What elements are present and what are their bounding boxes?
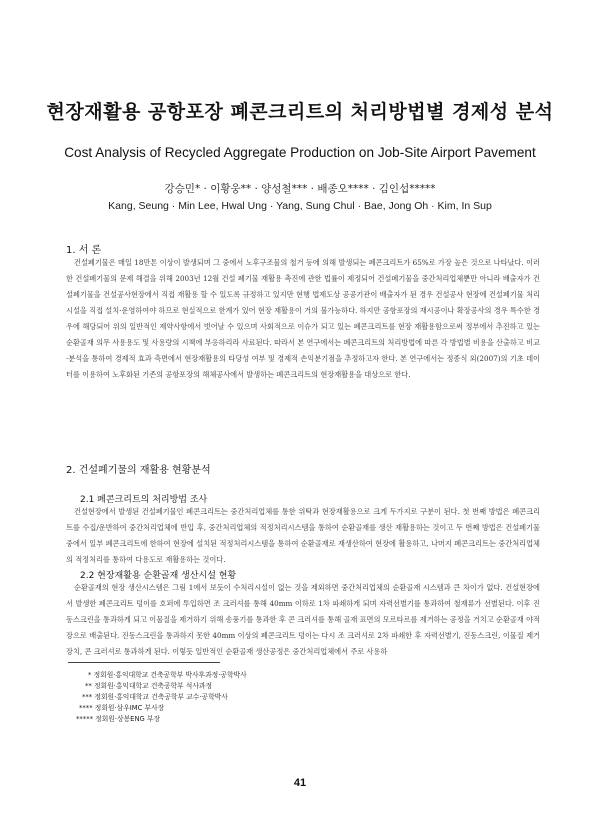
subsection-2-2-body [66,580,540,658]
subsection-heading-2-1: 2.1 폐콘크리트의 처리방법 조사 [80,495,208,505]
introduction-body [66,255,540,383]
section-heading-recycling-status: 2. 건설폐기물의 재활용 현황분석 [66,465,211,476]
paragraph: 건설현장에서 발생된 건설폐기물인 폐콘크리트는 중간처리업체를 통한 위탁과 현장재활용으로 크게 두가지로 구분이 된다. 첫 번째 방법은 폐콘크리트를 수집/운반하여 중간처리업체에 반입 후, 중간처리업체의 적정처리시스템을 통하여 순환골재를 생산 재활용하는 것이고 두 번째 방법은 건설폐기물 중에서 일부 폐콘크리트에 한하여 현장에 설치된 적정처리시스템을 통하여 순환골재로 재생산하여 현장에 활용하고, 나머지 폐콘크리트는 중간처리업체의 적정처리를 통하여 다용도로 재활용하는 것이다. [66,507,540,564]
paragraph: 순환골재의 현장 생산시스템은 그림 1에서 보듯이 수처리시설이 없는 것을 제외하면 중간처리업체의 순환골재 시스템과 큰 차이가 없다. 건설현장에서 발생한 폐콘크리트 덩이를 호퍼에 투입하면 조 크러셔를 통해 40mm 이하로 1차 파쇄하게 되며 자력선별기를 통과하여 철재류가 선별된다. 이후 진동스크린을 통과하게 되고 이물질을 제거하기 위해 송풍기를 통과한 후 콘 크러셔를 통해 골재 표면의 모르타르를 제거하는 공정을 거치고 순환골재 야적장으로 배출된다. 진동스크린을 통과하지 못한 40mm 이상의 폐콘크리트 덩이는 다시 조 크러셔로 2차 파쇄한 후 자력선별기, 진동스크린, 이물질 제거장치, 콘 크러셔로 통과하게 된다. 이렇듯 일반적인 순환골재 생산공정은 중간처리업체에서 주로 사용하 [66,583,540,656]
page-number: 41 [293,777,307,789]
footnote: ***** 정회원·상봉ENG 부장 [76,715,161,723]
footnote-divider [68,662,220,663]
footnotes [66,670,366,725]
footnote: *** 정회원·홍익대학교 건축공학부 교수·공학박사 [82,693,228,701]
footnote: **** 정회원·삼우IMC 부사장 [79,704,165,712]
subsection-heading-2-2: 2.2 현장재활용 순환골재 생산시설 현황 [80,571,237,581]
footnote: * 정회원·홍익대학교 건축공학부 박사후과정·공학박사 [88,671,247,679]
paper-title-korean: 현장재활용 공항포장 폐콘크리트의 처리방법별 경제성 분석 [46,101,554,123]
footnote: ** 정회원·홍익대학교 건축공학부 석사과정 [85,682,213,690]
author-list-english: Kang, Seung · Min Lee, Hwal Ung · Yang, Sung Chul · Bae, Jong Oh · Kim, In Sup [108,200,492,212]
author-list-korean: 강승민* · 이황웅** · 양성철*** · 배종오**** · 김인섭***** [164,183,436,195]
subsection-2-1-body [66,504,540,568]
section-heading-introduction: 1. 서 론 [66,245,102,256]
paragraph: 건설폐기물은 매일 18만톤 이상이 발생되며 그 중에서 노후구조물의 철거 등에 의해 발생되는 폐콘크리트가 65%로 가장 높은 것으로 나타났다. 이러한 건설폐기물의 문제 해결을 위해 2003년 12월 건설 폐기물 재활용 촉진에 관한 법률이 제정되어 건설폐기물을 중간처리업체뿐만 아니라 배출자가 건설폐기물을 건설공사현장에서 직접 재활용 할 수 있도록 규정하고 있지만 현행 법제도상 공공기관이 배출자가 된 경우 건설공사 현장에 건설폐기물 처리시설을 직접 설치·운영하여야 하므로 현실적으로 한계가 있어 현장 재활용이 거의 불가능하다. 하지만 공항포장의 재시공이나 확장공사의 경우 특수한 경우에 해당되어 위의 일반적인 제약사항에서 벗어날 수 있으며 사회적으로 이슈가 되고 있는 폐콘크리트를 현장 재활용함으로써 정부에서 추진하고 있는 순환골재 의무 사용용도 및 사용량의 시책에 부응하리라 사료된다. 따라서 본 연구에서는 폐콘크리트의 처리방법에 따른 각 방법별 비용을 산출하고 비교·분석을 통하여 경제적 효과 측면에서 현장재활용의 타당성 여부 및 경제적 손익분기점을 추정하고자 한다. 본 연구에서는 정종식 외(2007)의 기초 데이터를 이용하여 노후화된 기존의 공항포장의 해체공사에서 발생하는 폐콘크리트의 현장재활용을 대상으로 한다. [66,258,540,379]
paper-title-english: Cost Analysis of Recycled Aggregate Production on Job-Site Airport Pavement [64,145,536,160]
